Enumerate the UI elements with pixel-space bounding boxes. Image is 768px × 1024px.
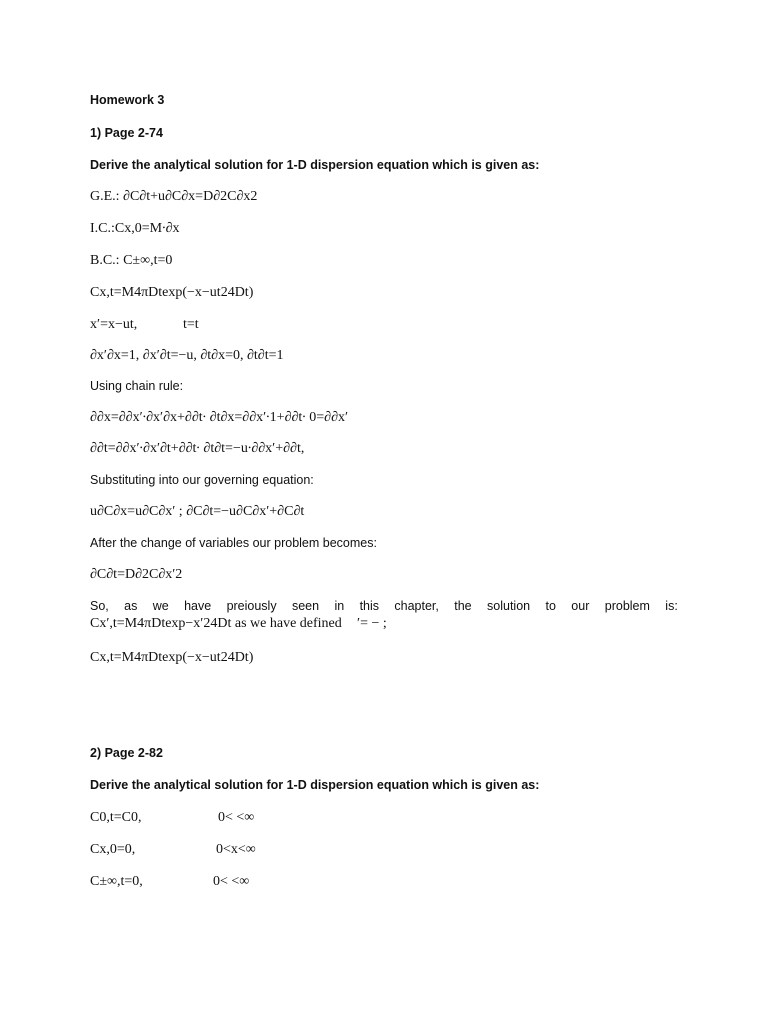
word: the (454, 599, 472, 613)
word: this (359, 599, 380, 613)
section2-heading: 2) Page 2-82 (90, 746, 163, 760)
condition-3-range: 0< <∞ (213, 874, 250, 889)
justified-sentence (90, 600, 678, 613)
general-solution-equation: Cx′,t=M4πDtexp−x′24Dt as we have defined (90, 616, 342, 631)
condition-2-equation: Cx,0=0, (90, 842, 136, 857)
word: is: (665, 599, 678, 613)
word: to (545, 599, 556, 613)
word: chapter, (394, 599, 439, 613)
change-of-variables-label: After the change of variables our problem becomes: (90, 536, 377, 550)
word: have (184, 599, 212, 613)
doc-title: Homework 3 (90, 93, 165, 107)
condition-2-range: 0<x<∞ (216, 842, 256, 857)
section1-heading: 1) Page 2-74 (90, 126, 163, 140)
condition-3-equation: C±∞,t=0, (90, 874, 143, 889)
partial-derivatives: ∂x′∂x=1, ∂x′∂t=−u, ∂t∂x=0, ∂t∂t=1 (90, 348, 284, 363)
word: solution (487, 599, 531, 613)
definition-fragment: ′= − ; (357, 616, 387, 631)
boundary-condition: B.C.: C±∞,t=0 (90, 253, 173, 268)
substitution-t: t=t (183, 317, 199, 332)
substitution-x: x′=x−ut, (90, 317, 138, 332)
transformed-equation: ∂C∂t=D∂2C∂x′2 (90, 567, 183, 582)
solution-equation-2: Cx,t=M4πDtexp(−x−ut24Dt) (90, 650, 254, 665)
word: we (152, 599, 169, 613)
word: in (334, 599, 345, 613)
section2-intro: Derive the analytical solution for 1-D dispersion equation which is given as: (90, 778, 540, 792)
word: So, (90, 599, 109, 613)
substitution-label: Substituting into our governing equation: (90, 473, 314, 487)
governing-equation: G.E.: ∂C∂t+u∂C∂x=D∂2C∂x2 (90, 189, 258, 204)
chain-rule-label: Using chain rule: (90, 379, 184, 393)
word: our (571, 599, 590, 613)
chain-rule-x: ∂∂x=∂∂x′∙∂x′∂x+∂∂t∙ ∂t∂x=∂∂x′∙1+∂∂t∙ 0=∂∂x′ (90, 410, 349, 425)
word: as (124, 599, 138, 613)
solution-equation-1: Cx,t=M4πDtexp(−x−ut24Dt) (90, 285, 254, 300)
substituted-equation: u∂C∂x=u∂C∂x′ ; ∂C∂t=−u∂C∂x′+∂C∂t (90, 504, 305, 519)
word: problem (604, 599, 650, 613)
section1-intro: Derive the analytical solution for 1-D dispersion equation which is given as: (90, 158, 540, 172)
chain-rule-t: ∂∂t=∂∂x′∙∂x′∂t+∂∂t∙ ∂t∂t=−u∙∂∂x′+∂∂t, (90, 441, 305, 456)
condition-1-range: 0< <∞ (218, 810, 255, 825)
initial-condition: I.C.:Cx,0=M∙∂x (90, 221, 180, 236)
word: preiously (226, 599, 277, 613)
word: seen (291, 599, 320, 613)
condition-1-equation: C0,t=C0, (90, 810, 142, 825)
